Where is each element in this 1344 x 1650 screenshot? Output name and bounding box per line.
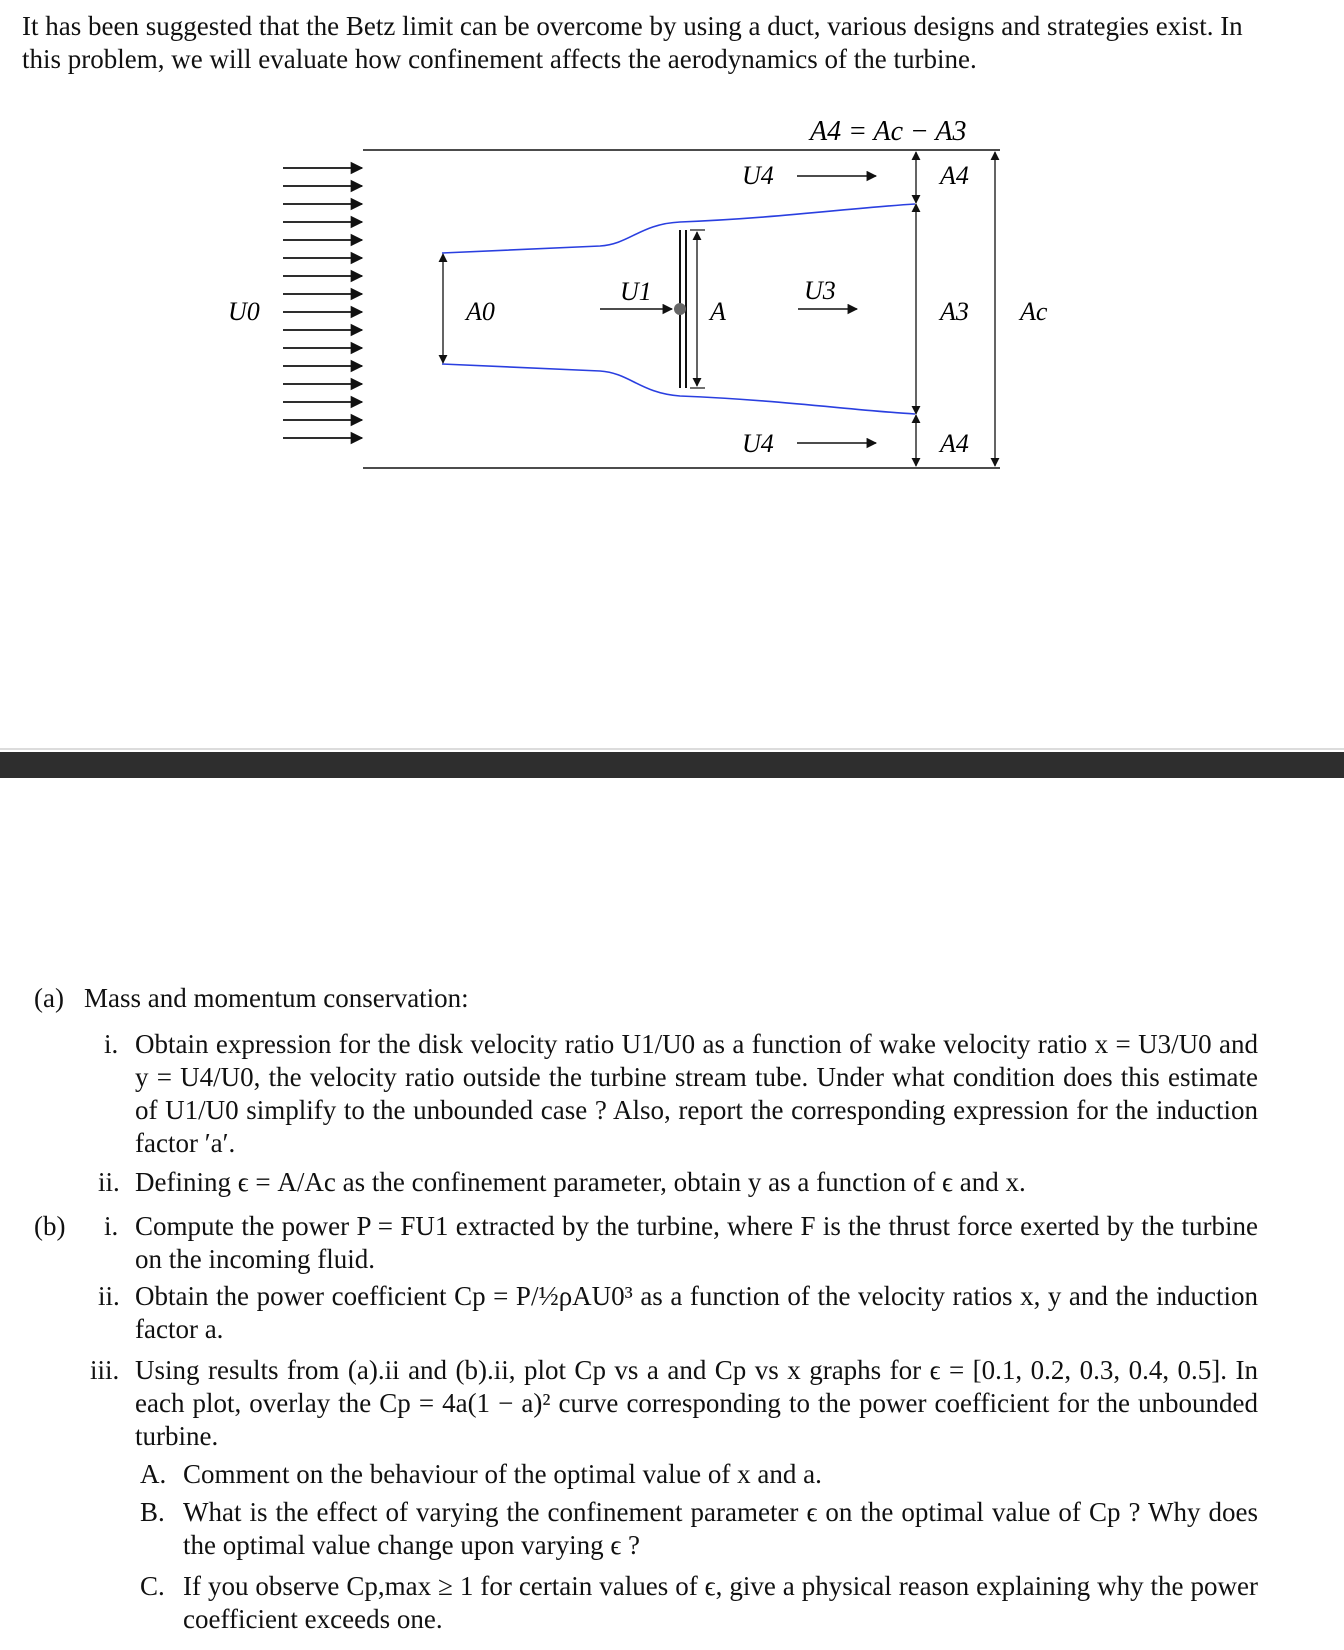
intro-paragraph: It has been suggested that the Betz limit can be overcome by using a duct, various designs and strategies exist. In this problem, we will evaluate how confinement affects the aerodynamics of the turbine.	[22, 11, 1243, 74]
b-ii-text: Obtain the power coefficient Cp = P/½ρAU0³ as a function of the velocity ratios x, y and the induction factor a.	[135, 1281, 1258, 1344]
divider-highlight	[0, 748, 1344, 750]
b-iii-label: iii.	[90, 1355, 120, 1385]
streamline-top	[442, 204, 915, 253]
b-B-label: B.	[140, 1497, 165, 1527]
label-U1: U1	[620, 277, 652, 306]
b-i-text: Compute the power P = FU1 extracted by the turbine, where F is the thrust force exerted by the turbine on the incoming fluid.	[135, 1211, 1258, 1274]
b-A-text: Comment on the behaviour of the optimal value of x and a.	[183, 1459, 822, 1489]
hub-dot	[674, 303, 686, 315]
part-a-title: Mass and momentum conservation:	[84, 983, 469, 1013]
page-divider-bar	[0, 752, 1344, 778]
b-ii-label: ii.	[98, 1281, 120, 1311]
label-A3: A3	[940, 297, 969, 326]
b-C-label: C.	[140, 1571, 165, 1601]
label-A4-top: A4	[940, 161, 969, 190]
label-U4-top: U4	[742, 161, 774, 190]
streamline-bottom	[442, 364, 915, 414]
label-U4-bottom: U4	[742, 429, 774, 458]
part-b-label: (b)	[34, 1211, 66, 1241]
label-U3: U3	[804, 276, 836, 305]
b-A-label: A.	[140, 1459, 167, 1489]
a-i-label: i.	[104, 1029, 119, 1059]
b-iii-text: Using results from (a).ii and (b).ii, plot Cp vs a and Cp vs x graphs for ϵ = [0.1, 0.2, 0.3, 0.4, 0.5]. In each plot, overlay the Cp = 4a(1 − a)² curve corresponding to the power coefficient for the unbounded turbine.	[135, 1355, 1258, 1451]
a-ii-text: Defining ϵ = A/Ac as the confinement parameter, obtain y as a function of ϵ and x.	[135, 1167, 1026, 1197]
duct-diagram	[0, 0, 1344, 720]
label-A4-bottom: A4	[940, 429, 969, 458]
b-i-label: i.	[104, 1211, 119, 1241]
label-A: A	[710, 297, 726, 326]
label-Ac: Ac	[1020, 297, 1048, 326]
label-top-eq: A4 = Ac − A3	[810, 116, 967, 147]
inflow-arrows	[283, 168, 362, 438]
b-C-text: If you observe Cp,max ≥ 1 for certain values of ϵ, give a physical reason explaining why the power coefficient exceeds one.	[183, 1571, 1258, 1634]
label-A0: A0	[466, 297, 495, 326]
a-i-text: Obtain expression for the disk velocity ratio U1/U0 as a function of wake velocity ratio x = U3/U0 and y = U4/U0, the velocity ratio outside the turbine stream tube. Under what condition does this estimate of U1/U0 simplify to the unbounded case ? Also, report the corresponding expression for the induction factor ′a′.	[135, 1029, 1258, 1158]
a-ii-label: ii.	[98, 1167, 120, 1197]
label-U0: U0	[228, 297, 260, 326]
part-a-label: (a)	[34, 983, 64, 1013]
b-B-text: What is the effect of varying the confinement parameter ϵ on the optimal value of Cp ? Why does the optimal value change upon varying ϵ ?	[183, 1497, 1258, 1560]
